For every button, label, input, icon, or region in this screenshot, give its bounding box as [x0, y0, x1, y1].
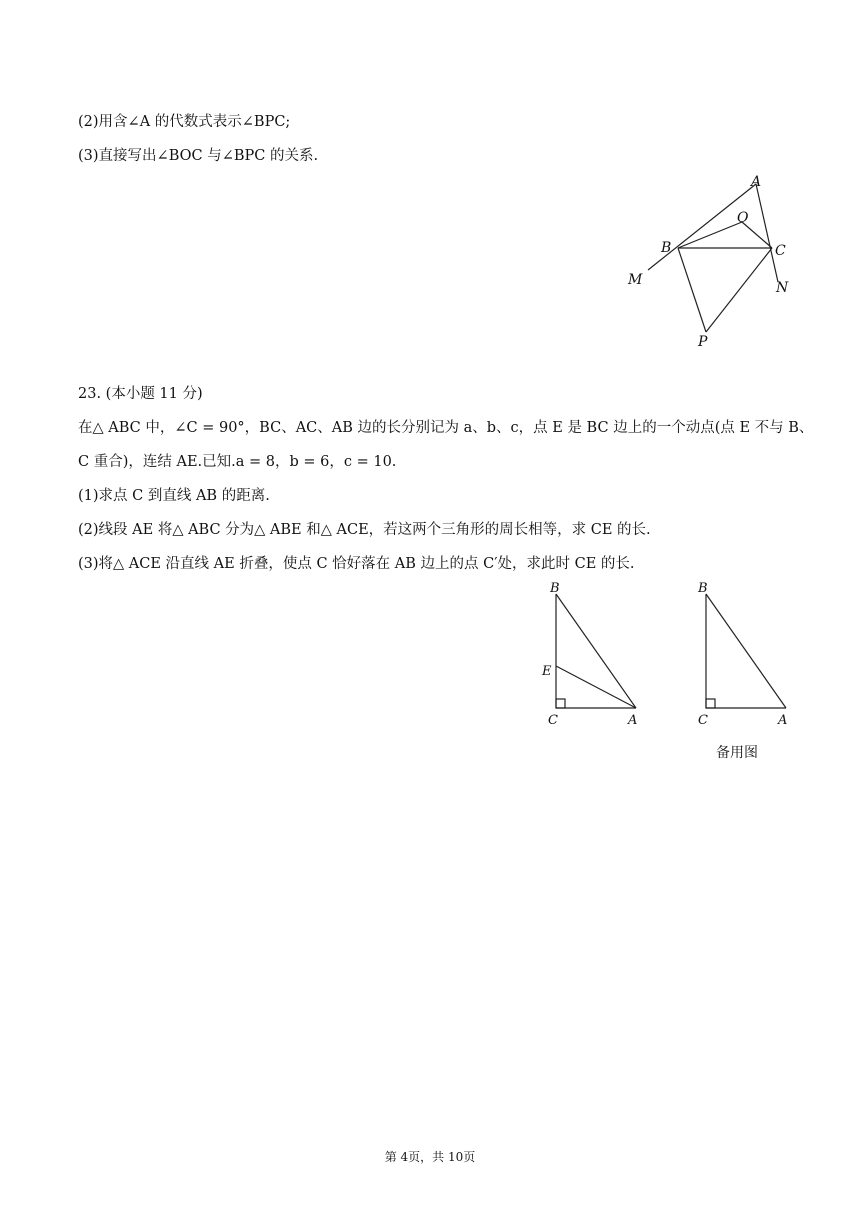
label-a: A: [628, 713, 638, 728]
line-m-to-a: [648, 184, 756, 270]
q23-stem-line1: 在△ ABC 中，∠C = 90°，BC、AC、AB 边的长分别记为 a、b、c，点 E 是 BC 边上的一个动点(点 E 不与 B、: [78, 420, 814, 436]
label-o: O: [737, 210, 749, 226]
q22-part3: (3)直接写出∠BOC 与∠BPC 的关系.: [78, 148, 319, 164]
label-c: C: [775, 243, 786, 259]
label-a: A: [751, 174, 762, 190]
segment-bp: [678, 248, 706, 332]
right-angle-mark: [706, 699, 715, 708]
label-a: A: [778, 713, 788, 728]
q22-figure: [620, 170, 800, 355]
q23-part2: (2)线段 AE 将△ ABC 分为△ ABE 和△ ACE，若这两个三角形的周长相等，求 CE 的长.: [78, 522, 651, 538]
q22-part2: (2)用含∠A 的代数式表示∠BPC;: [78, 114, 291, 130]
right-angle-mark: [556, 699, 565, 708]
page-footer: 第 4页，共 10页: [384, 1150, 476, 1164]
segment-cp: [706, 248, 772, 332]
segment-ab: [556, 594, 636, 708]
label-b: B: [550, 581, 560, 596]
q23-header: 23. (本小题 11 分): [78, 386, 203, 402]
label-b: B: [661, 240, 672, 256]
label-c: C: [548, 713, 558, 728]
segment-ea: [556, 666, 636, 708]
label-n: N: [776, 280, 789, 296]
label-b: B: [698, 581, 708, 596]
q23-part1: (1)求点 C 到直线 AB 的距离.: [78, 488, 270, 504]
q23-figure-1: [530, 578, 650, 728]
q23-stem-line2: C 重合)，连结 AE.已知.a = 8，b = 6，c = 10.: [78, 454, 397, 470]
label-m: M: [628, 272, 643, 288]
segment-ab: [706, 594, 786, 708]
segment-bo: [678, 222, 742, 248]
q23-figure-2-caption: 备用图: [716, 745, 758, 761]
q23-part3: (3)将△ ACE 沿直线 AE 折叠，使点 C 恰好落在 AB 边上的点 C′处，求此时 CE 的长.: [78, 556, 635, 572]
label-p: P: [698, 334, 708, 350]
q23-figure-2: [680, 578, 800, 728]
line-a-to-n: [756, 184, 778, 282]
label-c: C: [698, 713, 708, 728]
label-e: E: [542, 664, 552, 679]
